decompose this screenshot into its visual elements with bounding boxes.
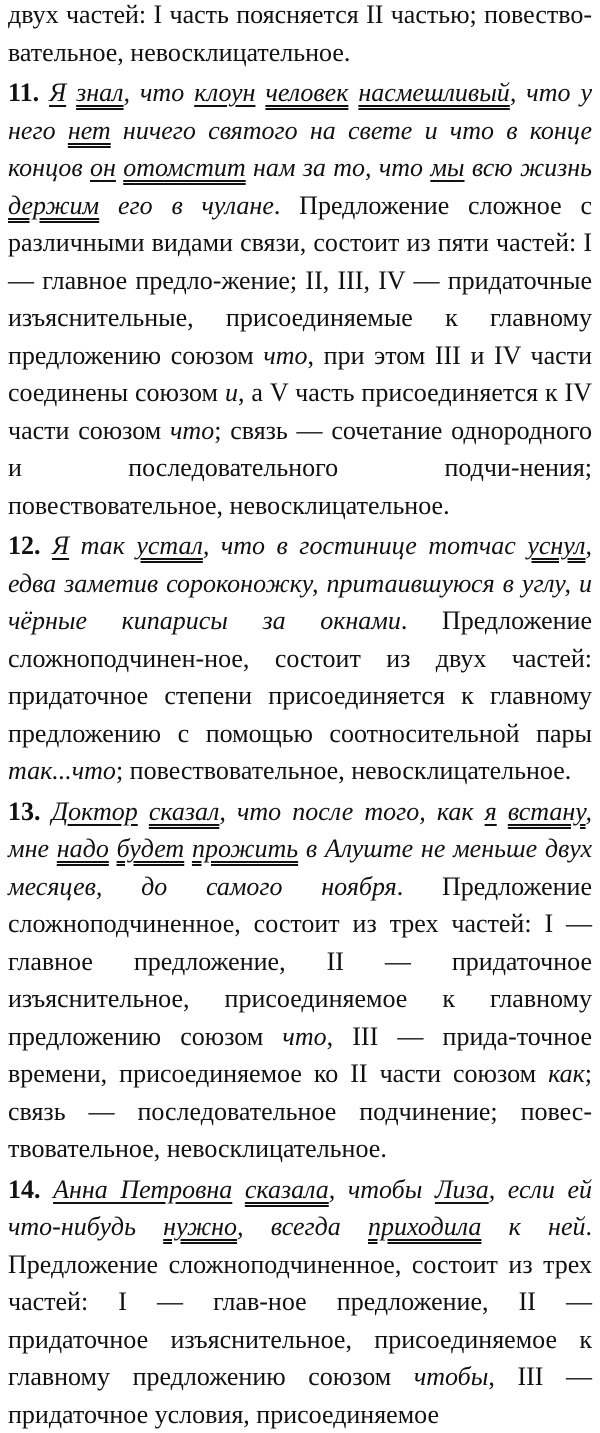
paragraph-11 xyxy=(8,74,592,524)
plain-text: . Предложение сложное с различными видами связи, состоит из пяти частей: I — главное предло-жение; II, III, IV — придаточные изъяснительные, присоединяемые к главному предложению союзом xyxy=(8,191,592,370)
example-text: ничего святого на свете и что в конце концов xyxy=(8,116,592,183)
predicate-word: отомстит xyxy=(123,153,245,182)
plain-text: . Предложение сложноподчиненное, состоит из трех частей: I — главное предложение, II — придаточное изъяснительное, присоединяемое к главному предложению союзом xyxy=(8,872,592,1051)
paragraph-13 xyxy=(8,793,592,1168)
example-text: , всегда xyxy=(237,1212,368,1241)
plain-text: . Предложение сложноподчинен-ное, состоит из двух частей: придаточное степени присоединяется к главному предложению с помощью соотносительной пары xyxy=(8,606,592,748)
plain-text: ; связь — последовательное подчинение; повес-твовательное, невосклицательное. xyxy=(8,1059,592,1163)
plain-text: ; повествовательное, невосклицательное. xyxy=(116,756,571,785)
example-text xyxy=(255,78,265,107)
example-text: , что xyxy=(124,78,195,107)
subject-word: он xyxy=(90,153,116,182)
example-text: , что у него xyxy=(8,78,592,145)
predicate-word: нужно xyxy=(163,1212,237,1241)
item-number: 13. xyxy=(8,797,41,826)
predicate-word: устал xyxy=(136,531,203,560)
subject-word: Доктор xyxy=(52,797,138,826)
item-number: 12. xyxy=(8,531,41,560)
plain-text: , при этом III и IV части соединены союзом xyxy=(8,341,592,408)
predicate-word: уснул xyxy=(527,531,585,560)
example-text: , чтобы xyxy=(329,1175,435,1204)
example-text: в Алуште не меньше двух месяцев, до самого ноября xyxy=(8,834,592,901)
predicate-word: прожить xyxy=(192,834,298,863)
example-text xyxy=(348,78,358,107)
predicate-word: надо xyxy=(57,834,109,863)
example-text xyxy=(109,834,117,863)
example-text xyxy=(232,1175,245,1204)
subject-word: клоун xyxy=(194,78,255,107)
conjunction-text: так...что xyxy=(8,756,116,785)
predicate-word: держим xyxy=(8,191,99,220)
example-text xyxy=(497,797,508,826)
item-number: 14. xyxy=(8,1175,41,1204)
example-text: , если ей что-нибудь xyxy=(8,1175,592,1242)
plain-text: двух частей: I часть поясняется II частью; повество-вательное, невосклицательное. xyxy=(8,0,592,67)
predicate-word: знал xyxy=(76,78,123,107)
example-text xyxy=(66,78,76,107)
conjunction-text: чтобы xyxy=(414,1362,489,1391)
conjunction-text: и xyxy=(225,378,238,407)
example-text xyxy=(138,797,149,826)
plain-text: , III — прида-точное времени, присоединяемое ко II части союзом xyxy=(8,1022,592,1089)
example-text: так xyxy=(69,531,136,560)
paragraph-14 xyxy=(8,1171,592,1433)
plain-text: ; связь — сочетание однородного и последовательного подчи-нения; повествовательное, невосклицательное. xyxy=(8,416,592,520)
conjunction-text: что xyxy=(282,1022,326,1051)
predicate-word: встану xyxy=(508,797,586,826)
example-text: нам за то, что xyxy=(246,153,431,182)
subject-word: Лиза xyxy=(435,1175,489,1204)
paragraph-10-tail xyxy=(8,0,592,71)
paragraph-12 xyxy=(8,527,592,790)
predicate-word: насмешливый xyxy=(358,78,509,107)
example-text: , едва заметив сороконожку, притаившуюся в углу, и чёрные кипарисы за окнами xyxy=(8,531,592,635)
plain-text: , III — придаточное условия, присоединяемое xyxy=(8,1362,592,1429)
predicate-word: нет xyxy=(68,116,111,145)
plain-text: . Предложение сложноподчиненное, состоит из трех частей: I — глав-ное предложение, II — придаточное изъяснительное, присоединяемое к главному предложению союзом xyxy=(8,1212,592,1391)
predicate-word: сказал xyxy=(149,797,220,826)
subject-word: Анна Петровна xyxy=(53,1175,232,1204)
example-text: его в чулане xyxy=(99,191,274,220)
conjunction-text: как xyxy=(548,1059,585,1088)
subject-word: Я xyxy=(52,531,69,560)
example-text: , что в гостинице тотчас xyxy=(203,531,527,560)
subject-word: Я xyxy=(49,78,66,107)
example-text xyxy=(184,834,192,863)
predicate-word: человек xyxy=(265,78,348,107)
predicate-word: будет xyxy=(117,834,185,863)
example-text: , что после того, как xyxy=(219,797,484,826)
plain-text: , а V часть присоединяется к IV части союзом xyxy=(8,378,592,445)
predicate-word: сказала xyxy=(245,1175,329,1204)
example-text: всю жизнь xyxy=(465,153,593,182)
conjunction-text: что xyxy=(263,341,307,370)
example-text: к ней xyxy=(481,1212,585,1241)
subject-word: мы xyxy=(430,153,464,182)
example-text: , мне xyxy=(8,797,592,864)
subject-word: я xyxy=(485,797,497,826)
conjunction-text: что xyxy=(170,416,214,445)
item-number: 11. xyxy=(8,78,39,107)
predicate-word: приходила xyxy=(368,1212,481,1241)
